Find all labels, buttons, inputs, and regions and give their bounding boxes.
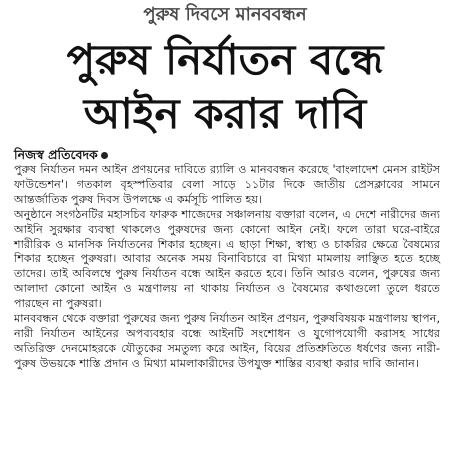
- bullet-icon: [101, 152, 108, 159]
- kicker-line: পুরুষ দিবসে মানববন্ধন: [143, 4, 307, 25]
- paragraph-3: মানববন্ধন থেকে বক্তারা পুরুষের জন্য পুরুষ নির্যাতন আইন প্রণয়ন, পুরুষবিষয়ক মন্ত্রণালয় স্থাপন, নারী নির্যাতন আইনের অপব্যবহার বন্ধে আইনটি সংশোধন ও যুগোপযোগী করাসহ সাধের অতিরিক্ত দেনমোহরকে যৌতুকের সমতুল্য করে আইন, বিয়ের প্রতিশ্রুতিতে ধর্ষণের জন্য নারী-পুরুষ উভয়কে শাস্তি প্রদান ও মিথ্যা মামলাকারীদের উপযুক্ত শাস্তির ব্যবস্থা করার দাবি জানান।: [14, 312, 440, 370]
- paragraph-1: পুরুষ নির্যাতন দমন আইন প্রণয়নের দাবিতে র‍্যালি ও মানববন্ধন করেছে 'বাংলাদেশ মেনস রাইটস ফাউন্ডেশন'। গতকাল বৃহস্পতিবার বেলা সাড়ে ১১টার দিকে জাতীয় প্রেসক্লাবের সামনে আন্তর্জাতিক পুরুষ দিবস উপলক্ষে এ কর্মসূচি পালিত হয়।: [14, 163, 440, 206]
- article-body: [14, 163, 440, 372]
- headline-line-2: আইন করার দাবি: [83, 89, 367, 138]
- paragraph-2: অনুষ্ঠানে সংগঠনটির মহাসচিব ফারুক শাজেদের সঞ্চালনায় বক্তারা বলেন, এ দেশে নারীদের জন্য আইনি সুরক্ষার ব্যবস্থা থাকলেও পুরুষদের জন্য কোনো আইন নেই। ফলে তারা ঘরে-বাইরে শারীরিক ও মানসিক নির্যাতনের শিকার হচ্ছেন। এ ছাড়া শিক্ষা, স্বাস্থ্য ও চাকরির ক্ষেত্রে বৈষম্যের শিকার হচ্ছেন পুরুষরা। আবার অনেক সময় বিনাবিচারে বা মিথ্যা মামলায় লাঞ্ছিত হতে হচ্ছে তাদের। তাই অবিলম্বে পুরুষ নির্যাতন বন্ধে আইন করতে হবে। তিনি আরও বলেন, পুরুষের জন্য আলাদা কোনো আইন ও মন্ত্রণালয় না থাকায় নির্যাতন ও বৈষম্যের কথাগুলো তুলে ধরতে পারছেন না পুরুষরা।: [14, 207, 440, 311]
- headline-line-1: পুরুষ নির্যাতন বন্ধে: [66, 35, 384, 84]
- byline-text: নিজস্ব প্রতিবেদক: [14, 147, 98, 162]
- byline: [14, 146, 108, 163]
